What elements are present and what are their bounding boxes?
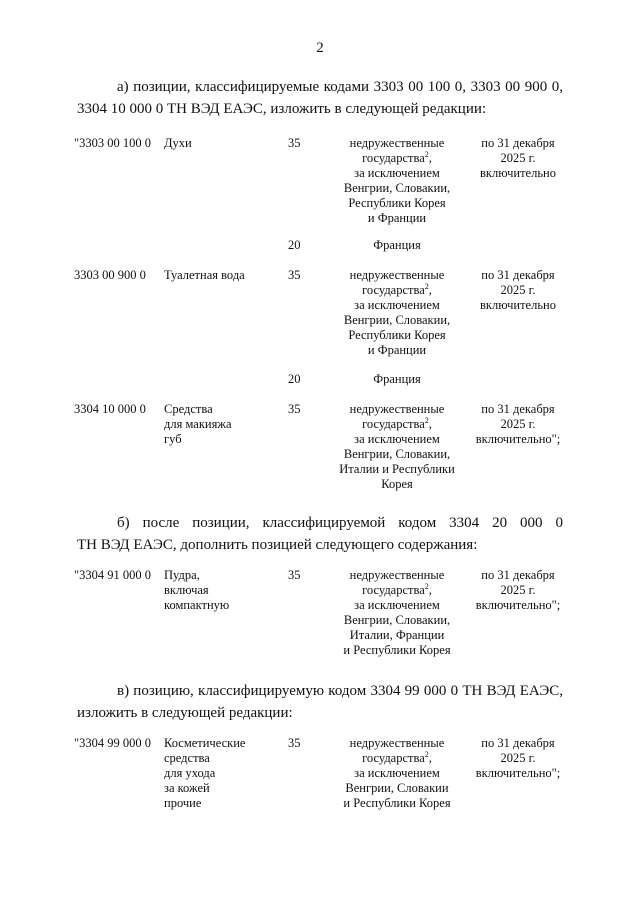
validity-period (468, 736, 568, 781)
product-name-line: прочие (164, 796, 202, 810)
origin-line: и Франции (367, 343, 427, 357)
tariff-code: "3304 99 000 0 (74, 736, 151, 750)
paragraph-b-line-1: б) после позиции, классифицируемой кодом 3304 20 000 0 (117, 515, 563, 531)
origin-line: за исключением (354, 598, 440, 612)
duty-rate: 35 (288, 136, 301, 150)
origin-line: Республики Корея (348, 328, 446, 342)
origin-line: за исключением (354, 432, 440, 446)
origin-line: Италии, Франции (349, 628, 445, 642)
footnote-mark: 2 (424, 281, 429, 291)
page-number: 2 (316, 40, 324, 56)
product-name-line: включая (164, 583, 209, 597)
paragraph-c-line-1: в) позицию, классифицируемую кодом 3304 99 000 0 ТН ВЭД ЕАЭС, (117, 683, 563, 699)
validity-line: по 31 декабря (481, 268, 555, 282)
origin-line: Венгрии, Словакии, (343, 447, 451, 461)
validity-line: по 31 декабря (481, 136, 555, 150)
product-name-line: Туалетная вода (164, 268, 245, 282)
origin-line: недружественные (349, 568, 445, 582)
origin-line: недружественные (349, 402, 445, 416)
paragraph-c-line-2: изложить в следующей редакции: (77, 705, 293, 721)
origin-line: Италии и Республики (339, 462, 455, 476)
product-name-line: за кожей (164, 781, 210, 795)
validity-line: включительно (480, 298, 556, 312)
validity-period (468, 136, 568, 181)
duty-rate: 35 (288, 568, 301, 582)
validity-line: включительно"; (475, 598, 561, 612)
validity-line: включительно (480, 166, 556, 180)
paragraph-b (77, 512, 563, 556)
validity-line: 2025 г. (500, 283, 536, 297)
product-name (164, 402, 274, 447)
paragraph-a (77, 76, 563, 120)
tariff-code: "3304 91 000 0 (74, 568, 151, 582)
origin-line: и Республики Корея (343, 643, 451, 657)
origin-countries (332, 372, 462, 387)
origin-line: недружественные (349, 268, 445, 282)
product-name-line: компактную (164, 598, 230, 612)
product-name-line: Косметические (164, 736, 246, 750)
origin-line: за исключением (354, 298, 440, 312)
product-name (164, 568, 274, 613)
tariff-code: "3303 00 100 0 (74, 136, 151, 150)
duty-rate: 20 (288, 372, 301, 386)
origin-line: Венгрии, Словакии, (343, 313, 451, 327)
origin-line: Корея (381, 477, 413, 491)
origin-line: государства$^2$, (362, 749, 432, 765)
duty-rate: 35 (288, 268, 301, 282)
paragraph-a-line-1: а) позиции, классифицируемые кодами 3303 00 100 0, 3303 00 900 0, (117, 79, 563, 95)
validity-line: по 31 декабря (481, 736, 555, 750)
origin-line: недружественные (349, 136, 445, 150)
validity-line: 2025 г. (500, 151, 536, 165)
origin-line: за исключением (354, 166, 440, 180)
validity-line: включительно"; (475, 766, 561, 780)
paragraph-b-line-2: ТН ВЭД ЕАЭС, дополнить позицией следующего содержания: (77, 537, 478, 553)
validity-line: 2025 г. (500, 417, 536, 431)
paragraph-c (77, 680, 563, 724)
origin-line: государства$^2$, (362, 581, 432, 597)
origin-line: Венгрии, Словакии, (343, 181, 451, 195)
validity-line: 2025 г. (500, 583, 536, 597)
origin-line: недружественные (349, 736, 445, 750)
origin-countries (332, 238, 462, 253)
product-name-line: средства (164, 751, 210, 765)
origin-line: Франция (373, 372, 421, 386)
validity-period (468, 268, 568, 313)
product-name (164, 136, 274, 151)
origin-line: Венгрии, Словакии (345, 781, 449, 795)
tariff-code: 3303 00 900 0 (74, 268, 146, 282)
origin-line: государства$^2$, (362, 415, 432, 431)
origin-countries (332, 402, 462, 492)
product-name (164, 268, 274, 283)
validity-line: по 31 декабря (481, 402, 555, 416)
product-name-line: Пудра, (164, 568, 200, 582)
origin-countries (332, 136, 462, 226)
origin-countries (332, 568, 462, 658)
validity-line: 2025 г. (500, 751, 536, 765)
origin-line: государства$^2$, (362, 281, 432, 297)
product-name-line: Средства (164, 402, 213, 416)
product-name-line: губ (164, 432, 182, 446)
validity-line: по 31 декабря (481, 568, 555, 582)
origin-countries (332, 268, 462, 358)
origin-countries (332, 736, 462, 811)
origin-line: и Франции (367, 211, 427, 225)
origin-line: и Республики Корея (343, 796, 451, 810)
validity-period (468, 568, 568, 613)
origin-line: Республики Корея (348, 196, 446, 210)
validity-line: включительно"; (475, 432, 561, 446)
paragraph-a-line-2: 3304 10 000 0 ТН ВЭД ЕАЭС, изложить в следующей редакции: (77, 101, 487, 117)
origin-line: Венгрии, Словакии, (343, 613, 451, 627)
duty-rate: 35 (288, 402, 301, 416)
validity-period (468, 402, 568, 447)
footnote-mark: 2 (424, 149, 429, 159)
tariff-code: 3304 10 000 0 (74, 402, 146, 416)
origin-line: государства$^2$, (362, 149, 432, 165)
origin-line: за исключением (354, 766, 440, 780)
footnote-mark: 2 (424, 749, 429, 759)
duty-rate: 35 (288, 736, 301, 750)
footnote-mark: 2 (424, 581, 429, 591)
product-name (164, 736, 274, 811)
product-name-line: для ухода (164, 766, 216, 780)
origin-line: Франция (373, 238, 421, 252)
footnote-mark: 2 (424, 415, 429, 425)
product-name-line: для макияжа (164, 417, 232, 431)
product-name-line: Духи (164, 136, 192, 150)
duty-rate: 20 (288, 238, 301, 252)
